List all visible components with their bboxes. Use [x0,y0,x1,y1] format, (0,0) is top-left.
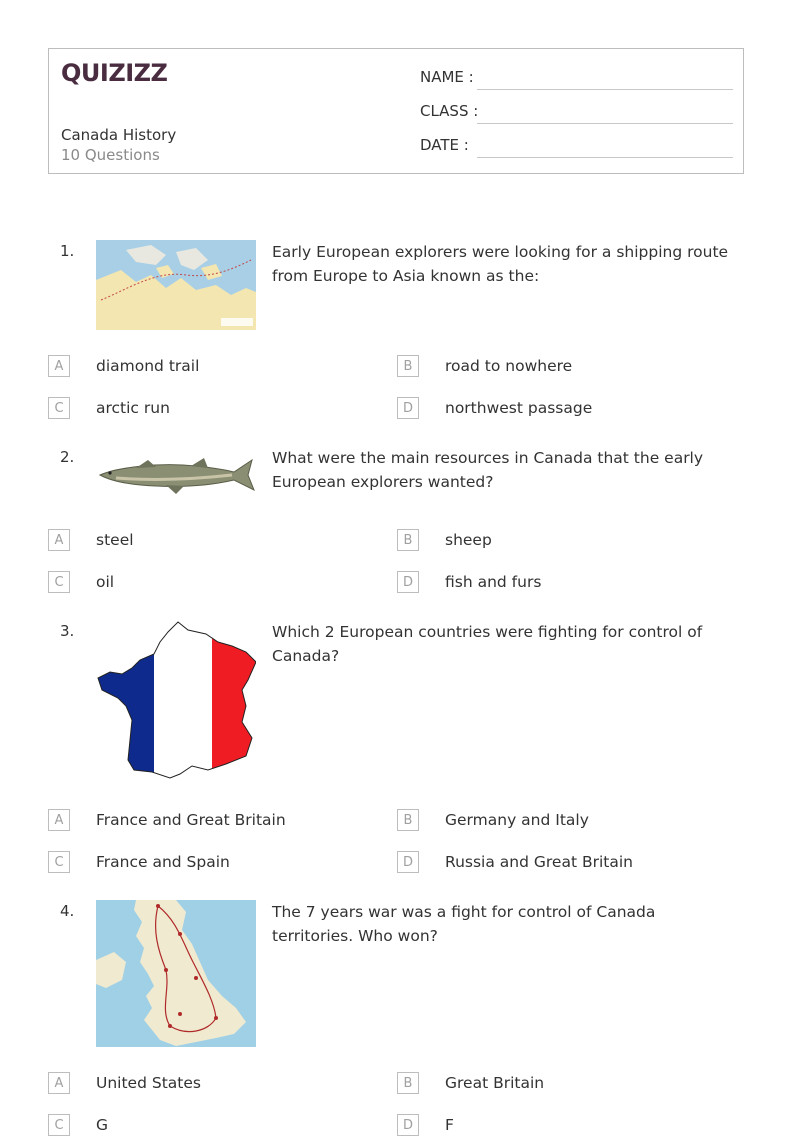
option-c-text: oil [96,573,115,591]
option-c-text: arctic run [96,399,170,417]
option-a-text: steel [96,531,134,549]
option-d-text: fish and furs [445,573,542,591]
question-text: The 7 years war was a fight for control of Canada territories. Who won? [272,903,656,945]
option-c-box[interactable]: C [48,397,70,419]
option-c-text: G [96,1116,109,1134]
option-a-text: United States [96,1074,201,1092]
option-a-box[interactable]: A [48,529,70,551]
option-b-text: road to nowhere [445,357,573,375]
france-flag-map-image [96,620,256,780]
option-b-box[interactable]: B [397,1072,419,1094]
question-number: 2. [60,448,75,466]
option-b-box[interactable]: B [397,355,419,377]
option-a-box[interactable]: A [48,1072,70,1094]
question-text: Which 2 European countries were fighting for control of Canada? [272,623,703,665]
option-b-text: Germany and Italy [445,811,589,829]
option-d-text: Russia and Great Britain [445,853,633,871]
fish-image [96,448,256,503]
worksheet-header [48,48,744,174]
arctic-map-image [96,240,256,330]
option-a-box[interactable]: A [48,809,70,831]
option-d-box[interactable]: D [397,851,419,873]
option-d-text: F [445,1116,454,1134]
question-text: What were the main resources in Canada that the early European explorers wanted? [272,449,704,491]
worksheet-title: Canada History [61,126,177,144]
option-c-text: France and Spain [96,853,230,871]
question-count: 10 Questions [61,146,160,164]
option-b-text: Great Britain [445,1074,545,1092]
option-a-box[interactable]: A [48,355,70,377]
option-d-box[interactable]: D [397,1114,419,1136]
date-line[interactable] [477,157,733,158]
option-b-text: sheep [445,531,492,549]
question-number: 3. [60,622,75,640]
option-d-box[interactable]: D [397,571,419,593]
option-c-box[interactable]: C [48,851,70,873]
quizizz-logo: QUIZIZZ [61,59,168,87]
option-c-box[interactable]: C [48,571,70,593]
question-number: 1. [60,242,75,260]
class-line[interactable] [477,123,733,124]
option-b-box[interactable]: B [397,529,419,551]
name-label: NAME : [420,68,474,86]
question-number: 4. [60,902,75,920]
question-text: Early European explorers were looking for a shipping route from Europe to Asia known as the: [272,243,729,285]
option-d-text: northwest passage [445,399,593,417]
option-b-box[interactable]: B [397,809,419,831]
option-d-box[interactable]: D [397,397,419,419]
britain-map-image [96,900,256,1047]
name-line[interactable] [477,89,733,90]
option-a-text: France and Great Britain [96,811,286,829]
option-c-box[interactable]: C [48,1114,70,1136]
class-label: CLASS : [420,102,479,120]
option-a-text: diamond trail [96,357,200,375]
date-label: DATE : [420,136,469,154]
